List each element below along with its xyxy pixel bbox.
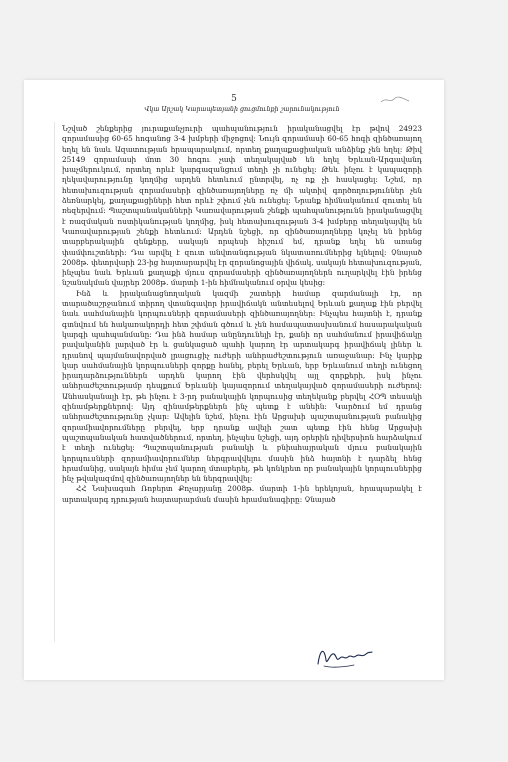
handwritten-signature xyxy=(314,642,374,670)
document-page xyxy=(24,80,444,680)
paragraph-1: Նշված շենքերից յուրաքանչյուրի պահպանություն իրականացվել էր թվով 24923 զորամասից 60-65 հոգանոց 3-4 խմբերի միջոցով: Նույն զորամասի 60-65 հոգի զինծառայող եղել են նաև Ազատության հրապարակում, որտեղ քաղաքացիական անձինք չեն եղել: Թիվ 25149 զորամասի մոտ 30 հոգու չափ տեղակայված են եղել Երևան-Արգավանդ խաչմերուկում, որտեղ որևէ կարգազանցում տեղի չի ունեցել: Թեև ինչու է կապազորի ղեկավարությունը կողմից արդեն հետևում ընտրվել, ոչ ոք չի հասկացել: Նշեմ, որ հետախուզության զորամասերի զինծառայողները ոչ մի ակտիվ գործողություններ չեն ձեռնարկել, քաղաքացիների հետ որևէ շփում չեն ունեցել: Նրանք հիմնականում զուտել են ռեզերվում: Պաշտպանականների Կառավարության շենքի պահպանությունն իրականացվել է ռազմական ոստիկանության կողմից, իսկ հետախուզության 3-4 խմբերը տեղակայվել են Կառավարության շենքի հետևում: Արդեն նշեցի, որ զինծառայողները կոչել են իրենց տարբերակային զենքերը, սակայն որպեսի հիշում եմ, դրանք եղել են առանց փամփուշտների: Դա արվել է զուտ անվտանգության նկատառումներից ելնելով: Չնայած 2008թ. փետրվարի 23-ից հայտարարվել էր զորանոցային վիճակ, սակայն հետախուզության, ինչպես նաև Երևան քաղաքի մյուս զորամասերի զինծառայողներն ուղարկվել էին իրենց նշանակման վայրեր 2008թ. մարտի 1-ին հիմնականում օրվա կեսից: xyxy=(62,124,422,288)
stamp-mark-icon xyxy=(380,96,410,104)
page-number: 5 xyxy=(231,94,237,104)
document-body xyxy=(62,124,422,505)
running-head: Վկա Արշակ Կարապետյանի ցուցմունքի շարունակություն xyxy=(144,106,340,113)
paragraph-3: ՀՀ Նախագահ Ռոբերտ Քոչարյանը 2008թ. մարտի 1-ին երեկոյան, հրապարակել է արտակարգ դրության հայտարարման մասին հրամանագիրը: Չնայած xyxy=(62,484,422,504)
margin-rule xyxy=(54,122,55,642)
paragraph-2: Ինձ և իրականացնողական կազմի շատերի համար զարմանալի էր, որ տարածաշրջանում տիրող վտանգավոր իրավիճակն անտեսելով Երևան քաղաք էին բերվել նաև սահմանային կորպուսների զորամասերի զինծառայողներ: Ինչպես հայտնի է, դրանք գտնվում են հակառակորդի հետ շփման գծում և չեն համապատասխանում հասարակական կարգի պահպանմանը: Դա ինձ համար անընդունելի էր, քանի որ սահմանում իրավիճակը բավականին լարված էր և ցանկացած պահի կարող էր արտակարգ իրավիճակ լիներ և դրանով պայմանավորված լրացուցիչ ուժերի անհրաժեշտություն առաջանար: Ինչ կարիք կար սահմանային կորպուսների զորքը հանել, բերել Երևան, երբ Երևանում տեղի ունեցող իրադարձություններն արդեն կարող էին վերհսկվել այլ զորքերի, իսկ ինչու անհրաժեշտությամբ դեպքում Երևանի կայազորում տեղակայված զորամասերի ուժերով: Անհասկանալի էր, թե ինչու է 3-րդ բանակային կորպուսից տեղեկանք բերվել ՀՕՊ տեսակի զինամթերքներով: Այդ զինամթերքներն ինչ պետք է անեին: Կարծում եմ դրանց անհրաժեշտությունը չկար: Ավելին նշեմ, ինչու էին Արցախի պաշտպանության բանակից զորամիավորումները բերվել, երբ դրանք ավելի շատ պետք էին հենց Արցախի պաշտպանական հատվածներում, որտեղ, ինչպես նշեցի, այդ օրերին դիվերսիոն հարձակում է տեղի ունեցել: Պաշտպանության բանակի և բնիահայրական մյուս բանակային կորպուսների զորամիավորումներ ներգրավվելու մասին ինձ հայտնի է դարձել հենց հրամանից, սակայն հիմա չեմ կարող մտաբերել, թե կոնկրետ որ բանակային կորպուսներից ինչ թվակազմով զինծառայողներ են ներգրավվել: xyxy=(62,288,422,484)
